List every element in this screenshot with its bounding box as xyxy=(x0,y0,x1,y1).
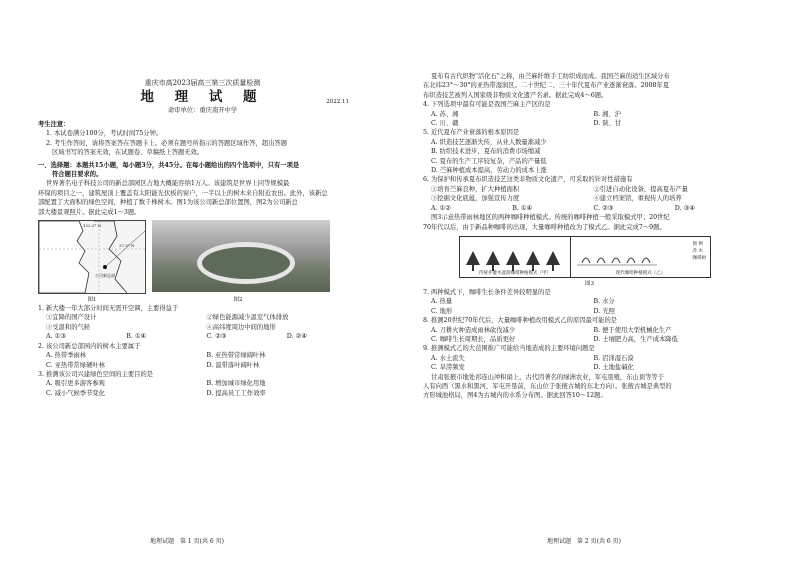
question-4: 4. 下列选项中最有可能是我国苎麻主产区的是 xyxy=(423,101,551,109)
choice-c: C. 咖啡生长周期长，品质更好 xyxy=(431,335,516,343)
coffee-diagram xyxy=(459,236,711,278)
ring-building xyxy=(197,242,295,284)
mode-yi-panel xyxy=(571,237,710,277)
section-title-cont: 符合题目要求的。 xyxy=(52,171,103,179)
choice-b: B. 沼泽湿石漠 xyxy=(593,354,634,362)
campus-photo xyxy=(152,220,330,292)
q2-options xyxy=(38,351,367,360)
fig1-caption: 图1 xyxy=(87,297,97,304)
choice-d: D. 提高员工工作效率 xyxy=(206,389,266,397)
exam-date: 2022.11 xyxy=(326,99,349,105)
choice-d: D. 温带落叶阔叶林 xyxy=(206,361,260,369)
choice-d: D. ③④ xyxy=(674,204,695,212)
choice-d: D. 土壤肥力高，生产成本降低 xyxy=(593,335,678,343)
choice-c: C. ②③ xyxy=(206,333,227,341)
q4-options xyxy=(423,119,756,128)
choice-a: A. 水土流失 xyxy=(431,354,465,362)
q6-option: ②引进自动化设备，提高夏布产量 xyxy=(593,185,688,193)
question-2: 2. 该公司新总部园内的树木主要属于 xyxy=(38,342,141,350)
choice-a: A. 热带季雨林 xyxy=(46,352,87,360)
choice-a: A. 热量 xyxy=(431,298,453,306)
q1-options xyxy=(38,313,367,322)
setter: 命审单位：重庆南开中学 xyxy=(167,107,238,114)
q1-choices xyxy=(38,332,367,341)
q3-options xyxy=(38,389,367,398)
choice-a: A. 刀耕火种造成雨林砍伐减少 xyxy=(431,326,516,334)
page-footer-2: 地理试题 第 2 页(共 6 页) xyxy=(547,538,621,545)
q1-option: ①宜降的国产设计 xyxy=(46,314,97,322)
passage-line: 环保的项目之一，建筑屋顶上覆盖有太阳能光伏板的窗户，一半以上的树木来自附近农田。此外，该新总 xyxy=(38,189,328,197)
legend-coffee: 咖啡树 xyxy=(692,255,706,261)
choice-a: A. ①③ xyxy=(46,333,66,341)
q6-options xyxy=(423,194,756,203)
mode-jia-label: 传统乔灌木遮荫咖啡种植模式（甲） xyxy=(479,270,551,276)
question-6: 6. 为保护和传承夏布织造技艺这类非物质文化遗产，可采取的针对性措施有 xyxy=(423,176,633,184)
choice-a: A. ①② xyxy=(431,204,451,212)
question-8: 8. 推测20世纪70年代后，大量咖啡种植改用模式乙的原因最可能的是 xyxy=(423,317,618,325)
choice-a: A. 苏、湘 xyxy=(431,110,459,118)
passage2-line: 图3示意热带雨林地区的两种咖啡种植模式。传统的咖啡种植一般采取模式甲；20世纪 xyxy=(431,214,670,222)
q9-options xyxy=(423,354,756,363)
notice-line: 1. 本试卷满分100分，考试时间75分钟。 xyxy=(46,130,163,138)
fig3-caption-row xyxy=(423,280,756,288)
passage3-line: 方形城池格局，图4为古城内的水系分布图。据此回答10～12题。 xyxy=(423,392,607,400)
choice-a: A. 吸引更多游客参观 xyxy=(46,380,105,388)
choice-c: C. 减小气候季节变化 xyxy=(46,389,105,397)
choice-b: B. 便于使用大型机械化生产 xyxy=(593,326,672,334)
question-9: 9. 推测模式乙的大范围推广可能给当地造成的主要环境问题是 xyxy=(423,345,595,353)
mode-jia-panel xyxy=(460,237,571,277)
choice-d: D. 光照 xyxy=(593,307,615,315)
choice-c: C. 夏布的生产工序较复杂，产品的产量低 xyxy=(431,157,547,165)
passage3-line: 甘肃张掖市地处祁连山冲积扇上，古代因著名的绿洲农业，军屯垦殖，东山顶等等于 xyxy=(431,373,664,381)
q8-options xyxy=(423,326,756,335)
question-7: 7. 两种模式下，咖啡生长条件差异较明显的是 xyxy=(423,288,551,296)
q6-option: ④建立档案馆，重视传人的培养 xyxy=(593,195,682,203)
section-title: 一、选择题：本题共15小题，每小题3分，共45分。在每小题给出的四个选项中，只有一项是 xyxy=(38,161,300,169)
notice-line: 2. 考生作答时，请将答案答在答题卡上。必须在题号所指示的答题区域作答，超出答题 xyxy=(46,139,287,147)
q1-options xyxy=(38,323,367,332)
map-label-lat: 37.5° N xyxy=(119,243,135,249)
q6-choices xyxy=(423,204,756,213)
choice-c: C. 地形 xyxy=(431,307,453,315)
choice-c: C. 旱涝频发 xyxy=(431,364,465,372)
tree-icon xyxy=(506,251,520,265)
q6-options xyxy=(423,185,756,194)
tree-icon xyxy=(546,251,560,265)
q9-options xyxy=(423,363,756,372)
question-1: 1. 新大楼一年大部分时间无需开空调，主要得益于 xyxy=(38,305,179,313)
map-label-hq: 公司新总部 xyxy=(95,273,115,279)
passage-line: 部配置了大面积的绿色空间，种植了数千株树木。图1为该公司新总部位置图，图2为公司新总 xyxy=(38,199,298,207)
passage-line: 部大楼景观照片。据此完成1～3题。 xyxy=(38,208,141,216)
map-label-lon: 122.3° N xyxy=(83,223,102,229)
fig2-caption: 图2 xyxy=(233,297,243,304)
subject-title xyxy=(38,88,367,106)
tree-icon xyxy=(466,251,480,265)
choice-b: B. ①④ xyxy=(512,204,533,212)
mode-yi-label: 现代咖啡种植模式（乙） xyxy=(615,270,666,276)
q1-option: ④高纬度周边中间的地形 xyxy=(206,323,276,331)
location-map xyxy=(38,220,146,294)
tree-icon xyxy=(486,251,500,265)
coffee-shrubs-icon xyxy=(577,241,677,271)
subject-text: 地 理 试 题 xyxy=(140,89,265,105)
diagram-legend xyxy=(693,241,707,262)
choice-d: D. 土地盐碱化 xyxy=(593,364,634,372)
q1-option: ②绿色能源减少温室气体排放 xyxy=(206,314,289,322)
q4-options xyxy=(423,110,756,119)
choice-c: C. 川、赣 xyxy=(431,120,459,128)
question-5: 5. 近代夏布产业衰落的根本原因是 xyxy=(423,129,520,137)
q7-options xyxy=(423,307,756,316)
passage3-line: 人有向西（黑水和黑河，军屯开垦前，东山位于张掖古城的东北方向）。张掖古城是典型的 xyxy=(423,382,672,390)
choice-d: D. ②④ xyxy=(286,333,307,341)
choice-b: B. 纺织技术进步，夏布的消费市场缩减 xyxy=(431,148,541,156)
notice-line: 区域书写的答案无效，在试题卷、草稿纸上答题无效。 xyxy=(52,149,204,157)
choice-a: A. 织造技艺逐渐失传，从业人数量渐减少 xyxy=(431,138,547,146)
choice-b: B. 增加城市绿化用地 xyxy=(206,380,266,388)
fig3-caption: 图3 xyxy=(585,280,594,287)
legend-tree: 乔 木 xyxy=(692,248,703,254)
q3-options xyxy=(38,379,367,388)
passage-line: 世界著名电子科技公司的新总部园区占地大概能容纳1万人。该建筑是世界上同等规模最 xyxy=(46,180,290,188)
question-3: 3. 推测该公司兴建绿色空间的主要目的是 xyxy=(38,370,154,378)
choice-d: D. 苎麻种植成本提高，劳动力的成本上涨 xyxy=(431,167,547,175)
q7-options xyxy=(423,297,756,306)
legend-title: 图 例 xyxy=(692,241,703,247)
map-graphic xyxy=(39,221,145,293)
intro-line: 在北纬23°～30°的亚热带湿润区。二十世纪二、三十年代夏布产业逐渐衰落。2008年夏 xyxy=(423,82,670,90)
choice-b: B. 亚热带常绿阔叶林 xyxy=(206,352,266,360)
intro-line: 夏布有古代织物"活化石"之称，由苎麻纤维手工纺织成而成。我国苎麻的适生区域分布 xyxy=(431,73,670,80)
q8-options xyxy=(423,335,756,344)
choice-c: C. 亚热带常绿硬叶林 xyxy=(46,361,105,369)
choice-c: C. ②③ xyxy=(593,204,614,212)
choice-b: B. ①④ xyxy=(126,333,147,341)
q6-option: ①培育苎麻良种，扩大种植面积 xyxy=(431,185,520,193)
notice-title: 考生注意： xyxy=(38,121,70,128)
q1-option: ③受温和的气候 xyxy=(46,323,91,331)
intro-line: 布织造技艺被列入国家级非物质文化遗产名录。据此完成4～6题。 xyxy=(423,91,608,99)
exam-title: 重庆市高2023届高三第三次质量检测 xyxy=(144,79,261,87)
figure-captions xyxy=(38,296,367,304)
figures xyxy=(38,220,367,294)
choice-d: D. 陕、甘 xyxy=(593,120,622,128)
page-footer-1: 地理试题 第 1 页(共 6 页) xyxy=(150,538,224,545)
passage2-line: 70年代以后，由于新品种咖啡的出现，大量咖啡种植改为了模式乙。据此完成7～9题。 xyxy=(423,223,666,231)
right-page xyxy=(397,0,794,561)
tree-icon xyxy=(526,251,540,265)
q6-option: ③挖掘文化底蕴，加强宣传力度 xyxy=(431,195,520,203)
choice-b: B. 湘、沪 xyxy=(593,110,622,118)
q2-options xyxy=(38,361,367,370)
choice-b: B. 水分 xyxy=(593,298,615,306)
